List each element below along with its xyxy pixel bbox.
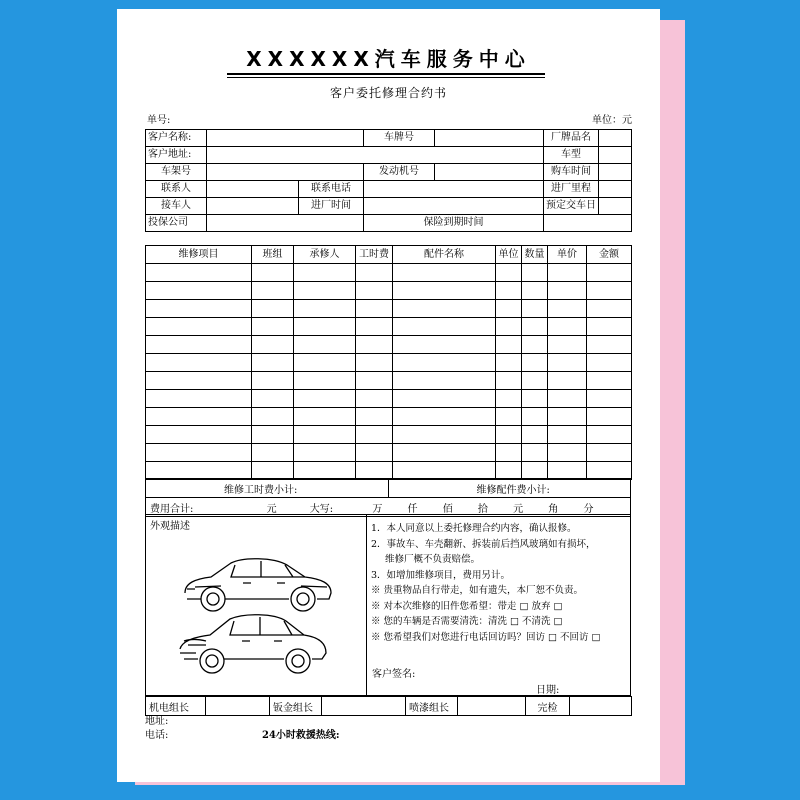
item-cell[interactable] bbox=[294, 264, 356, 282]
item-cell[interactable] bbox=[548, 462, 587, 480]
term-2b: 维修厂概不负责赔偿。 bbox=[385, 554, 481, 565]
total-yuan: 元 bbox=[266, 503, 277, 515]
car-model-label: 车型 bbox=[544, 147, 599, 164]
qc-label: 完检 bbox=[526, 697, 570, 716]
item-row bbox=[146, 318, 632, 336]
form-subtitle: 客户委托修理合约书 bbox=[329, 86, 447, 100]
item-row bbox=[146, 282, 632, 300]
form-title: XXXXXX汽车服务中心 bbox=[246, 47, 531, 71]
item-cell[interactable] bbox=[252, 282, 294, 300]
item-cell[interactable] bbox=[356, 462, 393, 480]
customer-name-label: 客户名称: bbox=[146, 130, 207, 147]
mileage-field[interactable] bbox=[599, 181, 632, 198]
item-cell[interactable] bbox=[496, 462, 522, 480]
insurer-field[interactable] bbox=[207, 215, 364, 232]
unit-label: 单位：元 bbox=[592, 115, 632, 126]
item-cell[interactable] bbox=[393, 426, 496, 444]
paint-leader-label: 喷漆组长 bbox=[406, 697, 458, 716]
item-cell[interactable] bbox=[587, 390, 632, 408]
plate-no-field[interactable] bbox=[435, 130, 544, 147]
order-no-label: 单号: bbox=[147, 115, 171, 126]
item-cell[interactable] bbox=[548, 390, 587, 408]
engine-no-field[interactable] bbox=[435, 164, 544, 181]
title-underline bbox=[227, 73, 545, 75]
item-cell[interactable] bbox=[548, 408, 587, 426]
item-cell[interactable] bbox=[522, 444, 548, 462]
customer-name-field[interactable] bbox=[207, 130, 364, 147]
col-team: 班组 bbox=[252, 246, 294, 264]
item-cell[interactable] bbox=[522, 372, 548, 390]
item-cell[interactable] bbox=[496, 318, 522, 336]
item-cell[interactable] bbox=[393, 444, 496, 462]
item-cell[interactable] bbox=[393, 354, 496, 372]
capital-label: 大写: bbox=[309, 503, 334, 515]
col-amount: 金额 bbox=[587, 246, 632, 264]
item-cell[interactable] bbox=[522, 264, 548, 282]
item-cell[interactable] bbox=[496, 336, 522, 354]
cap-wan: 万 bbox=[372, 503, 383, 515]
cap-jiao: 角 bbox=[548, 503, 559, 515]
item-cell[interactable] bbox=[548, 444, 587, 462]
item-cell[interactable] bbox=[522, 300, 548, 318]
cap-shi: 拾 bbox=[477, 503, 488, 515]
title-underline-thin bbox=[227, 77, 545, 78]
item-cell[interactable] bbox=[146, 426, 252, 444]
car-side-view-icon bbox=[181, 553, 335, 615]
vin-field[interactable] bbox=[207, 164, 364, 181]
qc-field[interactable] bbox=[570, 697, 632, 716]
item-cell[interactable] bbox=[587, 318, 632, 336]
item-cell[interactable] bbox=[548, 426, 587, 444]
col-repair-item: 维修项目 bbox=[146, 246, 252, 264]
item-cell[interactable] bbox=[496, 300, 522, 318]
note-1: ※ 贵重物品自行带走，如有遗失，本厂恕不负责。 bbox=[371, 585, 584, 596]
paint-leader-field[interactable] bbox=[458, 697, 526, 716]
col-unit: 单位 bbox=[496, 246, 522, 264]
item-row bbox=[146, 462, 632, 480]
note-2-old-parts-option[interactable]: ※ 对本次维修的旧件您希望：带走 □ 放弃 □ bbox=[371, 600, 563, 612]
item-cell[interactable] bbox=[496, 372, 522, 390]
item-cell[interactable] bbox=[496, 354, 522, 372]
item-cell[interactable] bbox=[294, 408, 356, 426]
item-cell[interactable] bbox=[252, 462, 294, 480]
note-3-wash-option[interactable]: ※ 您的车辆是否需要清洗：清洗 □ 不清洗 □ bbox=[371, 616, 563, 627]
item-cell[interactable] bbox=[522, 336, 548, 354]
item-cell[interactable] bbox=[294, 390, 356, 408]
signoff-table bbox=[145, 696, 632, 716]
mech-leader-field[interactable] bbox=[206, 697, 270, 716]
item-cell[interactable] bbox=[393, 372, 496, 390]
item-cell[interactable] bbox=[294, 372, 356, 390]
term-3: 3．如增加维修项目，费用另计。 bbox=[371, 569, 511, 581]
item-row bbox=[146, 300, 632, 318]
item-cell[interactable] bbox=[522, 318, 548, 336]
item-cell[interactable] bbox=[393, 300, 496, 318]
item-cell[interactable] bbox=[252, 408, 294, 426]
contact-phone-label: 联系电话 bbox=[299, 181, 364, 198]
item-row bbox=[146, 264, 632, 282]
appearance-terms-box bbox=[145, 514, 631, 696]
item-cell[interactable] bbox=[496, 408, 522, 426]
item-cell[interactable] bbox=[356, 444, 393, 462]
item-row bbox=[146, 390, 632, 408]
item-cell[interactable] bbox=[522, 354, 548, 372]
items-header-row bbox=[146, 246, 632, 264]
term-2a: 2．事故车、车壳翻新、拆装前后挡风玻璃如有损坏， bbox=[371, 538, 596, 550]
item-cell[interactable] bbox=[496, 390, 522, 408]
item-cell[interactable] bbox=[548, 282, 587, 300]
brand-label: 厂牌品名 bbox=[544, 130, 599, 147]
item-cell[interactable] bbox=[393, 264, 496, 282]
contact-label: 联系人 bbox=[146, 181, 207, 198]
item-cell[interactable] bbox=[356, 300, 393, 318]
item-cell[interactable] bbox=[587, 372, 632, 390]
item-cell[interactable] bbox=[522, 426, 548, 444]
item-cell[interactable] bbox=[356, 426, 393, 444]
item-cell[interactable] bbox=[496, 282, 522, 300]
item-cell[interactable] bbox=[356, 318, 393, 336]
item-cell[interactable] bbox=[356, 372, 393, 390]
col-quantity: 数量 bbox=[522, 246, 548, 264]
cap-bai: 佰 bbox=[442, 503, 453, 515]
item-row bbox=[146, 426, 632, 444]
item-row bbox=[146, 372, 632, 390]
item-cell[interactable] bbox=[146, 318, 252, 336]
item-cell[interactable] bbox=[252, 390, 294, 408]
mech-leader-label: 机电组长 bbox=[146, 697, 206, 716]
item-cell[interactable] bbox=[146, 408, 252, 426]
sheet-metal-leader-label: 钣金组长 bbox=[270, 697, 322, 716]
date-label: 日期: bbox=[536, 685, 560, 696]
item-row bbox=[146, 444, 632, 462]
item-cell[interactable] bbox=[146, 336, 252, 354]
item-cell[interactable] bbox=[294, 354, 356, 372]
item-cell[interactable] bbox=[356, 264, 393, 282]
parts-subtotal-label: 维修配件费小计: bbox=[476, 484, 550, 496]
customer-address-field[interactable] bbox=[207, 147, 544, 164]
item-cell[interactable] bbox=[496, 426, 522, 444]
item-cell[interactable] bbox=[587, 444, 632, 462]
item-cell[interactable] bbox=[393, 318, 496, 336]
labor-subtotal-label: 维修工时费小计: bbox=[224, 484, 298, 496]
customer-address-label: 客户地址: bbox=[146, 147, 207, 164]
item-cell[interactable] bbox=[252, 354, 294, 372]
terms-list bbox=[371, 521, 629, 645]
repair-items-table bbox=[145, 245, 632, 480]
item-cell[interactable] bbox=[393, 390, 496, 408]
box-divider bbox=[366, 515, 367, 695]
item-cell[interactable] bbox=[548, 354, 587, 372]
item-cell[interactable] bbox=[294, 444, 356, 462]
item-cell[interactable] bbox=[146, 264, 252, 282]
item-cell[interactable] bbox=[146, 300, 252, 318]
purchase-date-field[interactable] bbox=[599, 164, 632, 181]
delivery-date-label: 预定交车日 bbox=[544, 198, 599, 215]
car-model-field[interactable] bbox=[599, 147, 632, 164]
item-cell[interactable] bbox=[252, 444, 294, 462]
cap-yuan: 元 bbox=[513, 503, 524, 515]
item-cell[interactable] bbox=[393, 336, 496, 354]
receiver-label: 接车人 bbox=[146, 198, 207, 215]
item-cell[interactable] bbox=[252, 318, 294, 336]
item-cell[interactable] bbox=[252, 300, 294, 318]
item-row bbox=[146, 408, 632, 426]
purchase-date-label: 购车时间 bbox=[544, 164, 599, 181]
item-cell[interactable] bbox=[146, 354, 252, 372]
footer-hotline-label: 24小时救援热线: bbox=[262, 730, 340, 741]
delivery-date-field[interactable] bbox=[599, 198, 632, 215]
contact-phone-field[interactable] bbox=[364, 181, 544, 198]
item-cell[interactable] bbox=[252, 372, 294, 390]
item-cell[interactable] bbox=[252, 264, 294, 282]
totals-table bbox=[145, 478, 631, 517]
item-cell[interactable] bbox=[496, 264, 522, 282]
item-cell[interactable] bbox=[393, 408, 496, 426]
item-cell[interactable] bbox=[294, 282, 356, 300]
item-cell[interactable] bbox=[294, 336, 356, 354]
customer-info-table bbox=[145, 129, 632, 232]
item-cell[interactable] bbox=[356, 282, 393, 300]
item-cell[interactable] bbox=[548, 264, 587, 282]
item-cell[interactable] bbox=[587, 300, 632, 318]
item-cell[interactable] bbox=[522, 390, 548, 408]
item-cell[interactable] bbox=[587, 336, 632, 354]
item-cell[interactable] bbox=[146, 282, 252, 300]
insurance-expiry-label: 保险到期时间 bbox=[364, 215, 544, 232]
item-cell[interactable] bbox=[587, 426, 632, 444]
mileage-label: 进厂里程 bbox=[544, 181, 599, 198]
appearance-label: 外观描述 bbox=[150, 521, 190, 532]
footer-address-label: 地址: bbox=[145, 716, 169, 727]
item-cell[interactable] bbox=[294, 462, 356, 480]
plate-no-label: 车牌号 bbox=[364, 130, 435, 147]
item-cell[interactable] bbox=[146, 444, 252, 462]
item-cell[interactable] bbox=[496, 444, 522, 462]
item-cell[interactable] bbox=[548, 300, 587, 318]
col-repairer: 承修人 bbox=[294, 246, 356, 264]
item-row bbox=[146, 336, 632, 354]
receiver-field[interactable] bbox=[207, 198, 299, 215]
item-cell[interactable] bbox=[522, 282, 548, 300]
footer-phone-label: 电话: bbox=[145, 730, 169, 741]
contact-field[interactable] bbox=[207, 181, 299, 198]
item-cell[interactable] bbox=[294, 426, 356, 444]
item-cell[interactable] bbox=[587, 408, 632, 426]
col-unit-price: 单价 bbox=[548, 246, 587, 264]
item-cell[interactable] bbox=[294, 318, 356, 336]
term-1: 1．本人同意以上委托修理合约内容，确认报修。 bbox=[371, 523, 577, 534]
insurer-label: 投保公司 bbox=[146, 215, 207, 232]
item-cell[interactable] bbox=[146, 462, 252, 480]
brand-field[interactable] bbox=[599, 130, 632, 147]
item-cell[interactable] bbox=[587, 282, 632, 300]
cap-qian: 仟 bbox=[407, 503, 418, 515]
item-cell[interactable] bbox=[548, 336, 587, 354]
item-row bbox=[146, 354, 632, 372]
car-rear-view-icon bbox=[176, 611, 330, 677]
entry-time-field[interactable] bbox=[364, 198, 544, 215]
item-cell[interactable] bbox=[548, 318, 587, 336]
item-cell[interactable] bbox=[522, 462, 548, 480]
item-cell[interactable] bbox=[356, 354, 393, 372]
insurance-expiry-field[interactable] bbox=[544, 215, 632, 232]
note-4-callback-option[interactable]: ※ 您希望我们对您进行电话回访吗？回访 □ 不回访 □ bbox=[371, 631, 601, 643]
item-cell[interactable] bbox=[393, 462, 496, 480]
col-part-name: 配件名称 bbox=[393, 246, 496, 264]
item-cell[interactable] bbox=[146, 372, 252, 390]
item-cell[interactable] bbox=[587, 354, 632, 372]
cap-fen: 分 bbox=[583, 503, 594, 515]
item-cell[interactable] bbox=[252, 426, 294, 444]
entry-time-label: 进厂时间 bbox=[299, 198, 364, 215]
engine-no-label: 发动机号 bbox=[364, 164, 435, 181]
total-label: 费用合计: bbox=[150, 503, 194, 515]
vin-label: 车架号 bbox=[146, 164, 207, 181]
item-cell[interactable] bbox=[548, 372, 587, 390]
labor-subtotal[interactable] bbox=[146, 479, 389, 498]
customer-signature-label: 客户签名: bbox=[372, 669, 416, 680]
item-cell[interactable] bbox=[294, 300, 356, 318]
item-cell[interactable] bbox=[356, 336, 393, 354]
item-cell[interactable] bbox=[587, 264, 632, 282]
repair-contract-form bbox=[117, 9, 660, 782]
item-cell[interactable] bbox=[587, 462, 632, 480]
sheet-metal-leader-field[interactable] bbox=[322, 697, 406, 716]
item-cell[interactable] bbox=[146, 390, 252, 408]
parts-subtotal[interactable] bbox=[388, 479, 631, 498]
item-cell[interactable] bbox=[252, 336, 294, 354]
item-cell[interactable] bbox=[393, 282, 496, 300]
item-cell[interactable] bbox=[356, 390, 393, 408]
col-labor-fee: 工时费 bbox=[356, 246, 393, 264]
item-cell[interactable] bbox=[522, 408, 548, 426]
item-cell[interactable] bbox=[356, 408, 393, 426]
